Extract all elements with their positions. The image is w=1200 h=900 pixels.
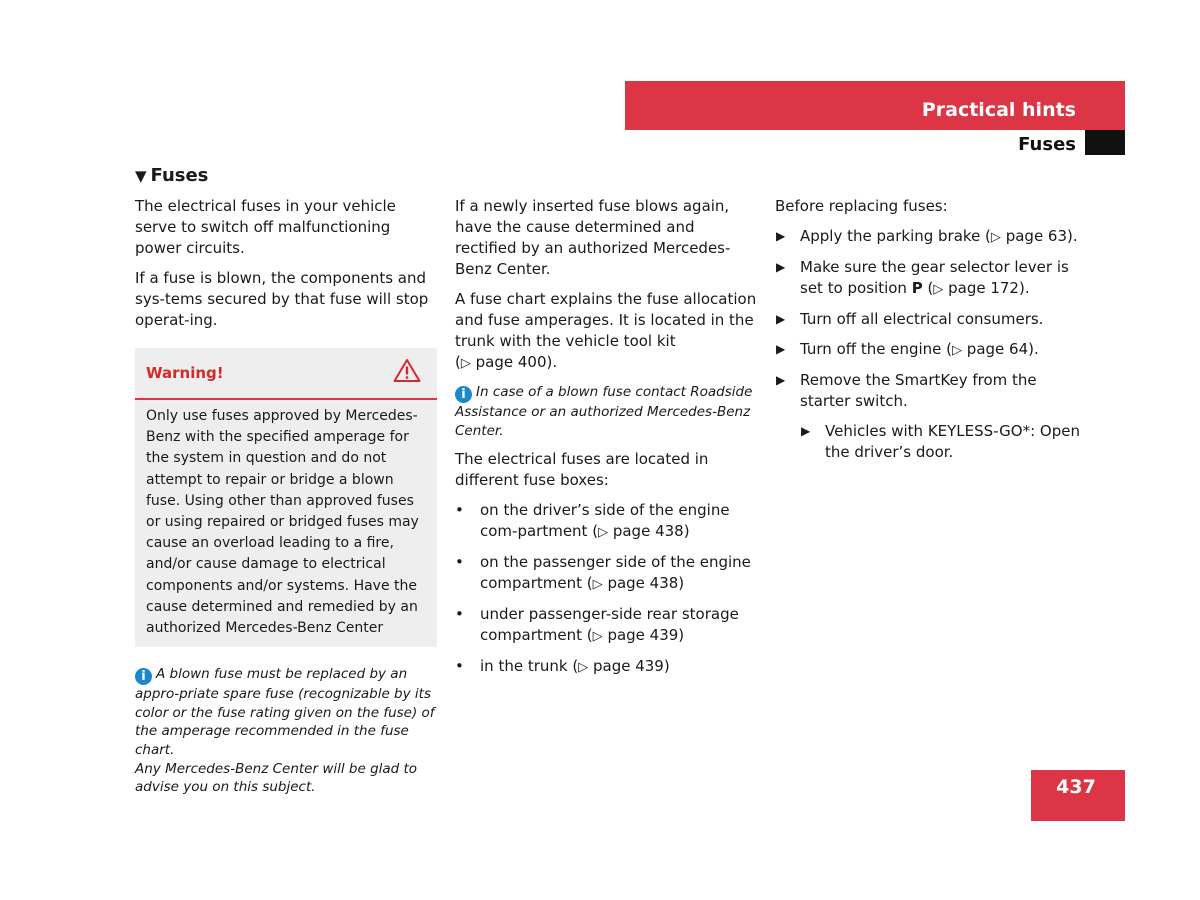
steps-list (775, 226, 1085, 463)
substeps-list (800, 421, 1085, 463)
heading-title: Fuses (150, 165, 209, 186)
page-number: 437 (1056, 776, 1096, 798)
blown-fuse-paragraph: If a fuse is blown, the components and sys-tems secured by that fuse will stop operat-ing. (135, 269, 429, 329)
warning-box (135, 348, 437, 647)
chapter-header-bar (625, 81, 1125, 130)
page-ref-icon: ▷ (990, 230, 1001, 245)
section-title: Fuses (1018, 134, 1076, 155)
page-ref: page 438) (612, 522, 690, 541)
page-ref-icon: ▷ (592, 577, 603, 593)
step-item (775, 339, 1085, 361)
list-item (455, 552, 757, 595)
info-note-advice: Any Mercedes-Benz Center will be glad to advise you on this subject. (135, 760, 418, 796)
list-item-text: on the driver’s side of the engine com-partment ( (480, 501, 730, 541)
substep-item (800, 421, 1085, 463)
column-1 (135, 196, 437, 806)
step-arrow-icon: ▶ (776, 229, 786, 243)
page-ref: page 439) (592, 657, 670, 676)
page-ref: page 438) (607, 574, 685, 593)
column-2 (455, 196, 757, 687)
page-ref-icon: ▷ (598, 525, 609, 541)
list-item (455, 604, 757, 647)
intro-paragraph: The electrical fuses in your vehicle serve to switch off malfunctioning power circuits. (135, 197, 396, 257)
step-arrow-icon: ▶ (776, 373, 786, 387)
warning-triangle-icon (393, 358, 421, 389)
list-item (455, 500, 757, 543)
before-replacing-paragraph: Before replacing fuses: (775, 197, 948, 215)
list-item-text: on the passenger side of the engine compartment ( (480, 553, 751, 593)
fuse-chart-paragraph: A fuse chart explains the fuse allocation and fuse amperages. It is located in the trunk with the vehicle tool kit (▷ page 400). (455, 290, 757, 371)
bullet-icon: • (455, 605, 464, 624)
step-item (775, 226, 1085, 248)
warning-title: Warning! (146, 363, 224, 382)
info-note (455, 383, 757, 440)
fuse-boxes-paragraph: The electrical fuses are located in different fuse boxes: (455, 450, 709, 490)
page-ref-icon: ▷ (933, 282, 944, 297)
list-item (455, 656, 757, 678)
step-text: Turn off all electrical consumers. (800, 310, 1044, 328)
warning-text: Only use fuses approved by Mercedes-Benz with the specified amperage for the system in question and do not attempt to repair or bridge a blown fuse. Using other than approved fuses or using repaired or bridged fuses may cause an overload leading to a fire, and/or cause damage to electrical components and/or systems. Have the cause determined and remedied by an authorized Mercedes-Benz Center (146, 408, 419, 637)
page-ref-icon: ▷ (460, 356, 471, 371)
step-arrow-icon: ▶ (776, 260, 786, 274)
step-arrow-icon: ▶ (776, 342, 786, 356)
bullet-icon: • (455, 553, 464, 572)
step-item (775, 370, 1085, 463)
step-arrow-icon: ▶ (801, 424, 811, 438)
info-icon: i (135, 668, 152, 685)
page-number-box (1031, 770, 1125, 821)
chapter-title: Practical hints (921, 99, 1076, 121)
page-ref: page 64). (966, 340, 1039, 358)
fuse-box-list (455, 500, 757, 678)
page-ref-icon: ▷ (578, 660, 589, 676)
fuse-chart-text: A fuse chart explains the fuse allocation and fuse amperages. It is located in the trunk with the vehicle tool kit (455, 290, 757, 350)
page-ref-icon: ▷ (592, 629, 603, 645)
step-text: Turn off the engine ( (800, 340, 953, 358)
page-ref: page 439) (607, 626, 685, 645)
fuse-blows-again-paragraph: If a newly inserted fuse blows again, have the cause determined and rectified by an authorized Mercedes-Benz Center. (455, 197, 731, 278)
section-marker-block (1085, 130, 1125, 155)
info-note (135, 665, 437, 797)
step-text: Remove the SmartKey from the starter switch. (800, 371, 1037, 410)
page-ref: page 400). (475, 353, 558, 371)
substep-text: Vehicles with KEYLESS-GO*: Open the driver’s door. (825, 422, 1080, 461)
step-item (775, 309, 1085, 330)
info-note-text: A blown fuse must be replaced by an appro-priate spare fuse (recognizable by its color or the fuse rating given on the fuse) of the amperage recommended in the fuse chart. (135, 666, 435, 759)
list-item-text: in the trunk ( (480, 657, 579, 676)
info-icon: i (455, 386, 472, 403)
page-heading (135, 165, 208, 186)
column-3 (775, 196, 1085, 472)
bullet-icon: • (455, 501, 464, 520)
step-text: ( (922, 279, 934, 297)
heading-triangle-icon: ▼ (135, 167, 147, 185)
step-item (775, 257, 1085, 300)
list-item-text: under passenger-side rear storage compartment ( (480, 605, 739, 645)
step-text: Make sure the gear selector lever is set to position (800, 258, 1069, 297)
gear-position: P (911, 279, 923, 297)
info-note-text: In case of a blown fuse contact Roadside Assistance or an authorized Mercedes-Benz Center. (455, 384, 753, 439)
page-ref: page 63). (1005, 227, 1078, 245)
step-arrow-icon: ▶ (776, 312, 786, 326)
page-ref-icon: ▷ (952, 343, 963, 358)
warning-header (135, 348, 437, 400)
page-ref: page 172). (948, 279, 1030, 297)
bullet-icon: • (455, 657, 464, 676)
step-text: Apply the parking brake ( (800, 227, 991, 245)
